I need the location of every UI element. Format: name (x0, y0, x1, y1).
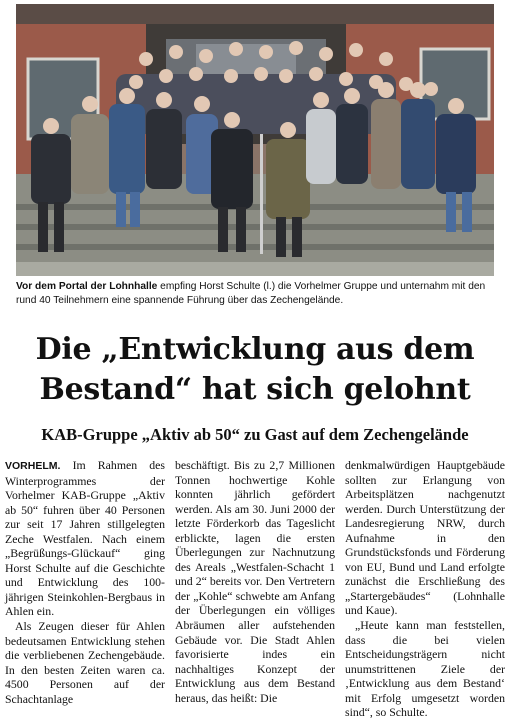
article-column-1 (5, 458, 165, 708)
article-column-3 (345, 458, 505, 720)
article-paragraph: Als Zeugen dieser für Ahlen bedeutsamen Entwicklung stehen die verbliebenen Zechengebäude. In den besten Zeiten waren ca. 4500 Personen auf der Schachtanlage (5, 619, 165, 706)
article-paragraph: beschäftigt. Bis zu 2,7 Millionen Tonnen hochwertige Kohle konnten jährlich gefördert werden. Als am 30. Juni 2000 der letzte Förderkorb das Tageslicht erblickte, lagen die ersten Überlegungen zur Nachnutzung des Areals „Westfalen-Schacht 1 und 2“ bereits vor. Den Vertretern der „Kohle“ schwebte am Anfang der Überlegungen ein völliges Abräumen aller aufstehenden Gebäude vor. Die Stadt Ahlen favorisierte indes ein nachhaltiges Konzept der Entwicklung aus dem Bestand heraus, das heißt: Die (175, 458, 335, 705)
headline (16, 330, 494, 410)
article-body (5, 458, 505, 720)
subheadline: KAB-Gruppe „Aktiv ab 50“ zu Gast auf dem Zechengelände (41, 425, 469, 444)
caption-lead: Vor dem Portal der Lohnhalle (16, 281, 158, 292)
paragraph-text: Im Rahmen des Winterprogrammes der Vorhelmer KAB-Gruppe „Aktiv ab 50“ fuhren über 40 Personen zur seit 17 Jahren stillgelegten Zeche Westfalen. Nach einem „Begrüßungs-Glückauf“ ging Horst Schulte auf die Geschichte und Entwicklung des 100-jährigen Steinkohlen-Bergbaus in Ahlen ein. (5, 458, 165, 619)
photo-caption (16, 280, 494, 308)
article-paragraph: „Heute kann man feststellen, dass die bei vielen Entscheidungsträgern nicht unumstrittenen Ziele der ‚Entwicklung aus dem Bestand‘ mit Erfolg umgesetzt worden sind“, so Schulte. (345, 618, 505, 720)
photo-illustration (16, 4, 494, 276)
group-photo (16, 4, 494, 276)
article-column-2 (175, 458, 335, 708)
article-paragraph (5, 458, 165, 619)
article-paragraph: denkmalwürdigen Hauptgebäude sollten zur Erlangung von Arbeitsplätzen nachgenutzt werden. Durch Unterstützung der Landesregierung NRW, durch Aufnahme in den Grundstücksfonds und Förderung von EU, Bund und Land erfolgte zunächst die Erschließung des „Startergebäudes“ (Lohnhalle und Kaue). (345, 458, 505, 618)
caption-text: empfing Horst Schulte (l.) die Vorhelmer Gruppe und unternahm mit den rund 40 Teilnehmern eine spannende Führung über das Zechengelände. (16, 281, 486, 306)
headline-line-2: Bestand“ hat sich gelohnt (39, 372, 471, 407)
dateline: VORHELM. (5, 460, 61, 472)
headline-line-1: Die „Entwicklung aus dem (35, 332, 475, 367)
